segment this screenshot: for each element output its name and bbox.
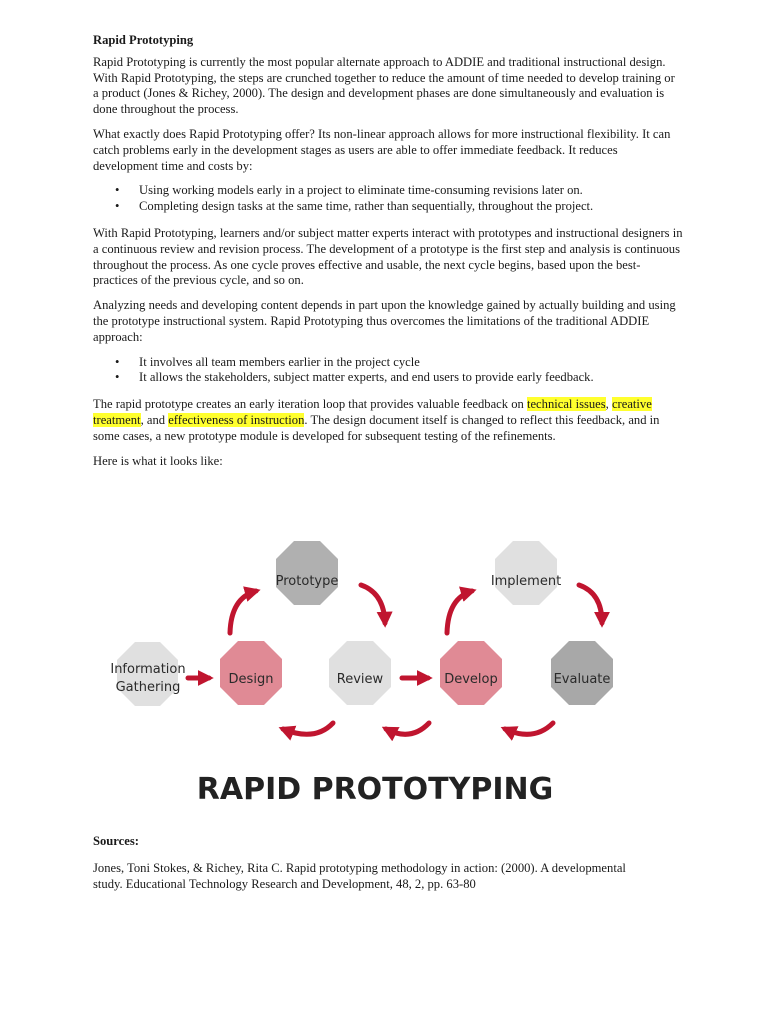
- arrow-evaluate-to-develop: [505, 723, 553, 734]
- sources-citation: Jones, Toni Stokes, & Richey, Rita C. Rapid prototyping methodology in action: (2000). A developmental study. Educational Technology Research and Development, 48, 2, pp. 63-80: [93, 861, 626, 891]
- paragraph-process: With Rapid Prototyping, learners and/or subject matter experts interact with prototypes and instructional designers in a continuous review and revision process. The development of a prototype is the first step and analysis is continuous throughout the process. As one cycle proves effective and usable, the next cycle begins, based upon the best-practices of the previous cycle, and so on.: [93, 225, 683, 288]
- sources-heading: Sources:: [93, 834, 139, 848]
- document-body: [93, 33, 683, 478]
- node-label-implement: Implement: [490, 574, 562, 589]
- highlight-creative-treatment: creative treatment: [93, 397, 652, 427]
- paragraph-feedback: [93, 397, 683, 444]
- text-run: ,: [605, 397, 612, 412]
- node-label-prototype: Prototype: [275, 574, 339, 589]
- node-label-develop: Develop: [444, 672, 498, 687]
- node-label-information: Information: [110, 662, 186, 677]
- node-label-evaluate: Evaluate: [553, 672, 611, 687]
- diagram-svg: [93, 535, 675, 820]
- node-label-gathering: Gathering: [115, 680, 181, 695]
- octagon-implement: [495, 541, 557, 605]
- arrow-prototype-to-review: [361, 585, 385, 623]
- bullet-list-benefits: [93, 183, 683, 215]
- highlight-effectiveness: effectiveness of instruction: [168, 412, 305, 427]
- list-item: • Using working models early in a project to eliminate time-consuming revisions later on.: [139, 183, 683, 199]
- text-run: The rapid prototype creates an early iteration loop that provides valuable feedback on: [93, 397, 527, 412]
- node-label-review: Review: [336, 672, 384, 687]
- list-item: • Completing design tasks at the same time, rather than sequentially, throughout the project.: [139, 199, 683, 215]
- text-run: , and: [140, 412, 169, 427]
- arrow-develop-to-implement: [447, 591, 472, 633]
- octagon-prototype: [276, 541, 338, 605]
- paragraph-intro: Rapid Prototyping is currently the most popular alternate approach to ADDIE and traditional instructional design. With Rapid Prototyping, the steps are crunched together to reduce the amount of time needed to develop training or a product (Jones & Richey, 2000). The design and development phases are done simultaneously and evaluation is done throughout the process.: [93, 54, 675, 117]
- arrow-develop-to-review: [386, 723, 429, 734]
- paragraph-analysis: Analyzing needs and developing content depends in part upon the knowledge gained by actually building and using the prototype instructional system. Rapid Prototyping thus overcomes the limitations of the traditional ADDIE approach:: [93, 298, 676, 344]
- paragraph-lead-in: Here is what it looks like:: [93, 453, 223, 468]
- highlight-technical-issues: technical issues: [526, 397, 606, 412]
- list-item: • It involves all team members earlier in the project cycle: [139, 355, 683, 371]
- list-item: • It allows the stakeholders, subject matter experts, and end users to provide early feedback.: [139, 370, 683, 386]
- arrow-design-to-prototype: [230, 591, 256, 633]
- text-run: . The design document itself is changed to reflect this feedback, and in some cases, a new prototype module is developed for subsequent testing of the refinements.: [93, 412, 660, 443]
- rapid-prototyping-diagram: [93, 535, 675, 820]
- bullet-list-advantages: [93, 355, 683, 387]
- document-title: Rapid Prototyping: [93, 33, 194, 47]
- paragraph-offer: What exactly does Rapid Prototyping offer? Its non-linear approach allows for more instructional flexibility. It can catch problems early in the development stages as users are able to offer immediate feedback. It reduces development time and costs by:: [93, 126, 671, 173]
- diagram-heading: RAPID PROTOTYPING: [196, 772, 554, 807]
- arrow-review-to-design: [283, 723, 333, 734]
- node-label-design: Design: [228, 672, 274, 687]
- arrow-implement-to-evaluate: [579, 585, 602, 623]
